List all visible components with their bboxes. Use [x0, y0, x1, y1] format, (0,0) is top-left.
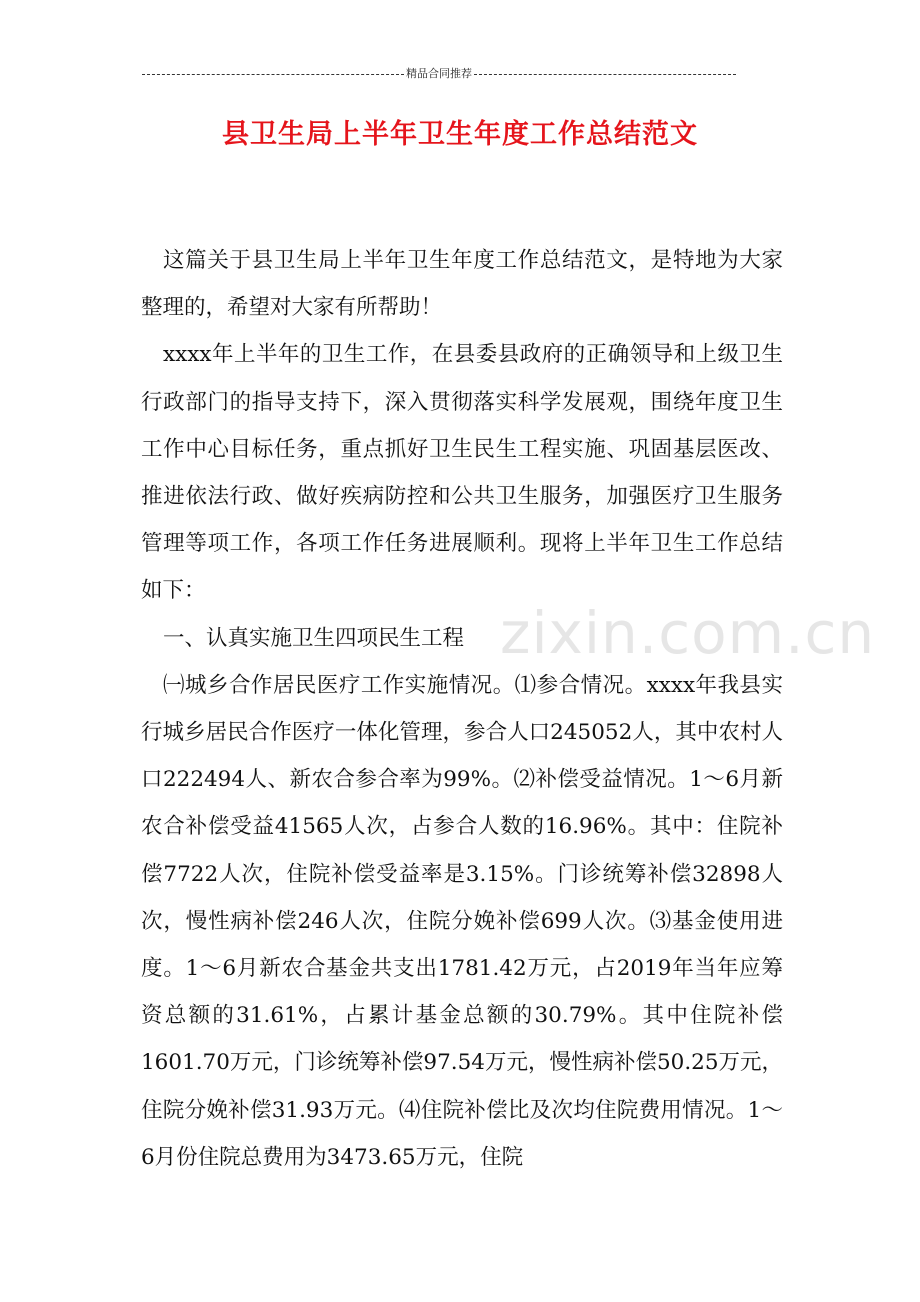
section-paragraph: ㈠城乡合作居民医疗工作实施情况。⑴参合情况。xxxx年我县实行城乡居民合作医疗一体化管理，参合人口245052人，其中农村人口222494人、新农合参合率为99%。⑵补偿受益情况。1～6月新农合补偿受益41565人次，占参合人数的16.96%。其中：住院补偿7722人次，住院补偿受益率是3.15%。门诊统筹补偿32898人次，慢性病补偿246人次，住院分娩补偿699人次。⑶基金使用进度。1～6月新农合基金共支出1781.42万元，占2019年当年应筹资总额的31.61%，占累计基金总额的30.79%。其中住院补偿1601.70万元，门诊统筹补偿97.54万元，慢性病补偿50.25万元，住院分娩补偿31.93万元。⑷住院补偿比及次均住院费用情况。1～6月份住院总费用为3473.65万元，住院: [141, 672, 784, 1170]
overview-paragraph: xxxx年上半年的卫生工作，在县委县政府的正确领导和上级卫生行政部门的指导支持下，深入贯彻落实科学发展观，围绕年度卫生工作中心目标任务，重点抓好卫生民生工程实施、巩固基层医改、推进依法行政、做好疾病防控和公共卫生服务，加强医疗卫生服务管理等项工作，各项工作任务进展顺利。现将上半年卫生工作总结如下：: [141, 342, 783, 604]
intro-paragraph: 这篇关于县卫生局上半年卫生年度工作总结范文，是特地为大家整理的，希望对大家有所帮助！: [141, 248, 783, 321]
header-dash-left: [142, 74, 404, 75]
section-heading: 一、认真实施卫生四项民生工程: [163, 625, 465, 651]
document-body: [141, 237, 783, 1181]
watermark: zixin.com.cn: [500, 599, 876, 667]
header-dash-right: [474, 74, 736, 75]
document-title: 县卫生局上半年卫生年度工作总结范文: [222, 119, 698, 150]
header-rule: [142, 66, 736, 82]
header-label: 精品合同推荐: [406, 67, 472, 80]
